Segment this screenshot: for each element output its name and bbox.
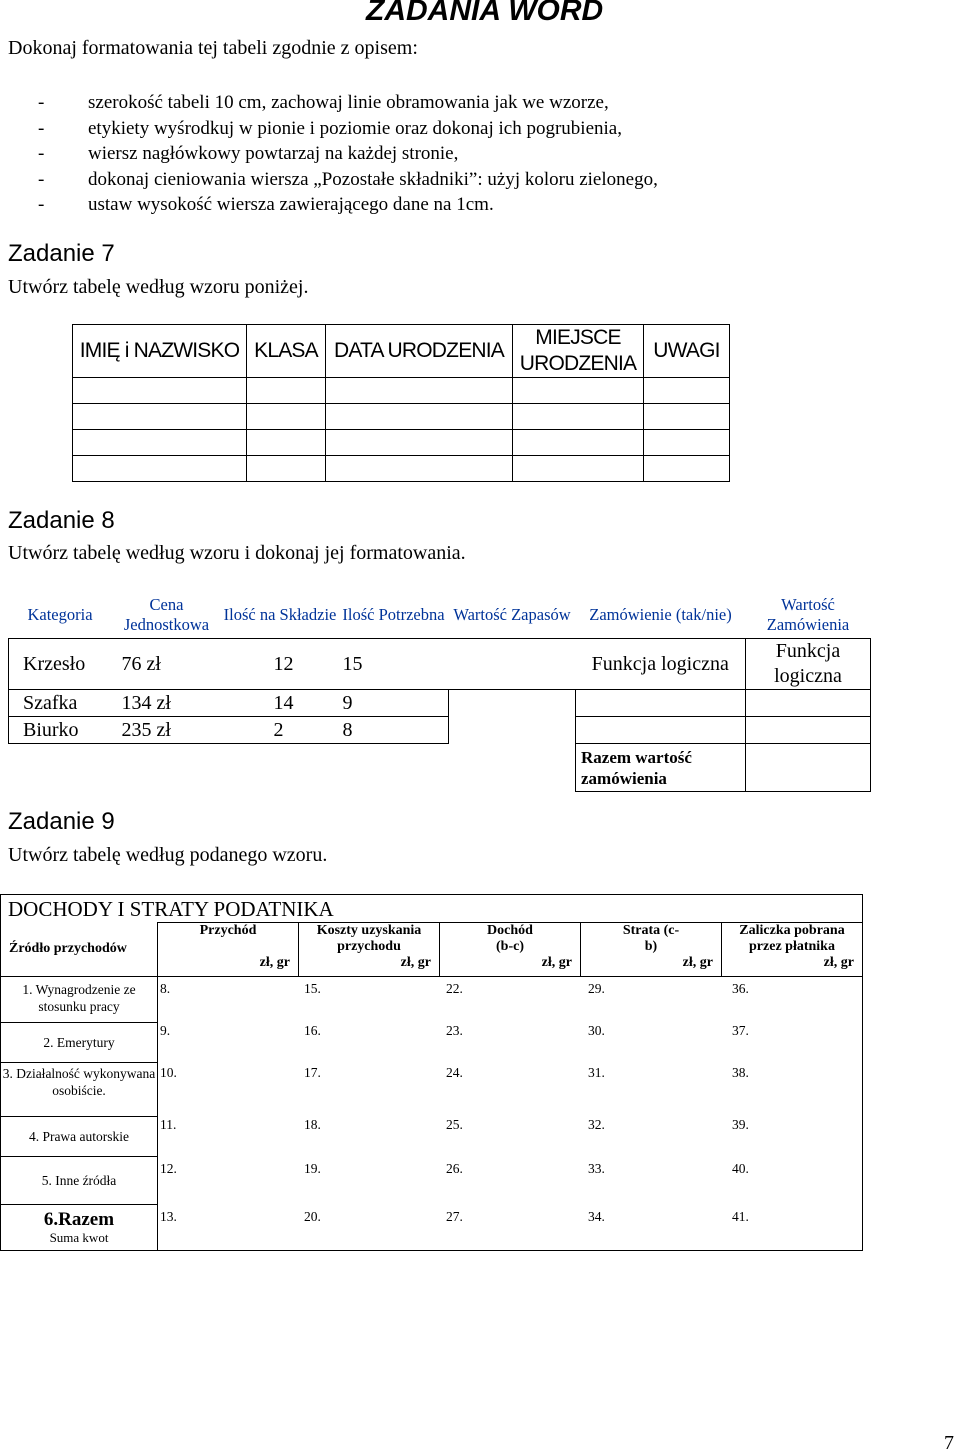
total-label: Razem wartość zamówienia: [576, 744, 746, 792]
field-number: 31.: [588, 1064, 605, 1080]
stock-cell: 2: [222, 717, 339, 744]
table-row: [9, 744, 871, 792]
requirements-list: [38, 90, 658, 218]
field-number: 27.: [446, 1208, 463, 1224]
table-row: [9, 639, 871, 690]
page-header-title: ZADANIA WORD: [366, 0, 604, 27]
field-number: 18.: [304, 1116, 321, 1132]
task8-heading: Zadanie 8: [8, 507, 115, 534]
table-total-row: [1, 1205, 863, 1251]
table-row: [1, 1023, 863, 1063]
field-number: 15.: [304, 981, 321, 996]
field-number: 24.: [446, 1064, 463, 1080]
field-number: 20.: [304, 1208, 321, 1224]
table-header-row: [1, 923, 863, 977]
field-number: 34.: [588, 1208, 605, 1224]
header-cell: IMIĘ i NAZWISKO: [73, 325, 247, 378]
header-cell: Strata (c-b) zł, gr: [581, 923, 722, 977]
field-number: 30.: [588, 1022, 605, 1038]
table-row: [1, 1117, 863, 1157]
source-cell: 1. Wynagrodzenie ze stosunku pracy: [1, 977, 158, 1023]
header-cell: Ilość Potrzebna: [342, 605, 445, 624]
header-cell: Wartość Zamówienia: [766, 595, 850, 634]
header-cell: Koszty uzyskania przychodu zł, gr: [299, 923, 440, 977]
requirement-item: - ustaw wysokość wiersza zawierającego dane na 1cm.: [38, 194, 494, 215]
field-number: 8.: [160, 981, 171, 996]
field-number: 9.: [160, 1022, 171, 1038]
category-cell: Szafka: [9, 690, 112, 717]
source-cell: 5. Inne źródła: [1, 1157, 158, 1205]
header-cell: Zaliczka pobrana przez płatnika zł, gr: [722, 923, 863, 977]
order-cell: Funkcja logiczna: [576, 639, 746, 690]
field-number: 38.: [732, 1064, 749, 1080]
category-cell: Krzesło: [9, 639, 112, 690]
field-number: 13.: [160, 1208, 177, 1224]
source-header: Źródło przychodów: [1, 923, 158, 977]
total-value-cell: [746, 744, 871, 792]
table-row: [1, 977, 863, 1023]
header-cell: DATA URODZENIA: [326, 325, 513, 378]
table-row: [73, 378, 730, 404]
header-cell: UWAGI: [644, 325, 730, 378]
source-cell: 3. Działalność wykonywana osobiście.: [1, 1063, 158, 1117]
need-cell: 8: [339, 717, 449, 744]
field-number: 40.: [732, 1160, 749, 1176]
intro-text: Dokonaj formatowania tej tabeli zgodnie z opisem:: [8, 37, 418, 59]
field-number: 36.: [732, 981, 749, 996]
category-cell: Biurko: [9, 717, 112, 744]
source-cell: 2. Emerytury: [1, 1023, 158, 1063]
table-row: [1, 1063, 863, 1117]
header-cell: Dochód (b-c) zł, gr: [440, 923, 581, 977]
table-row: [1, 1157, 863, 1205]
task9-text: Utwórz tabelę według podanego wzoru.: [8, 844, 328, 866]
field-number: 37.: [732, 1022, 749, 1038]
table-row: [73, 404, 730, 430]
total-source-cell: 6.Razem Suma kwot: [1, 1205, 158, 1251]
field-number: 41.: [732, 1208, 749, 1224]
header-cell: Cena Jednostkowa: [123, 595, 210, 634]
field-number: 10.: [160, 1064, 177, 1080]
header-cell: Wartość Zapasów: [453, 605, 571, 624]
table-header-row: [9, 592, 871, 639]
page-number: 7: [944, 1432, 954, 1454]
need-cell: 15: [339, 639, 449, 690]
table-row: [9, 690, 871, 717]
requirement-item: - szerokość tabeli 10 cm, zachowaj linie obramowania jak we wzorze,: [38, 92, 609, 113]
header-cell: Przychód zł, gr: [158, 923, 299, 977]
table-row: [73, 430, 730, 456]
header-cell: MIEJSCE URODZENIA: [513, 325, 644, 378]
task9-table: [0, 894, 863, 1251]
source-cell: 4. Prawa autorskie: [1, 1117, 158, 1157]
field-number: 33.: [588, 1160, 605, 1176]
order-value-cell: Funkcja logiczna: [746, 639, 871, 690]
table-title: DOCHODY I STRATY PODATNIKA: [1, 895, 863, 923]
task7-table: [72, 324, 730, 482]
requirement-item: - dokonaj cieniowania wiersza „Pozostałe składniki”: użyj koloru zielonego,: [38, 168, 658, 190]
field-number: 22.: [446, 981, 463, 996]
header-cell: KLASA: [247, 325, 326, 378]
field-number: 26.: [446, 1160, 463, 1176]
price-cell: 235 zł: [112, 717, 222, 744]
field-number: 12.: [160, 1160, 177, 1176]
field-number: 23.: [446, 1022, 463, 1038]
stock-cell: 14: [222, 690, 339, 717]
header-cell: Zamówienie (tak/nie): [589, 605, 732, 624]
need-cell: 9: [339, 690, 449, 717]
field-number: 32.: [588, 1116, 605, 1132]
field-number: 19.: [304, 1160, 321, 1176]
task8-table: [8, 592, 871, 792]
table-row: [73, 456, 730, 482]
field-number: 11.: [160, 1116, 177, 1132]
field-number: 39.: [732, 1116, 749, 1132]
price-cell: 76 zł: [112, 639, 222, 690]
field-number: 16.: [304, 1022, 321, 1038]
requirement-item: - etykiety wyśrodkuj w pionie i poziomie oraz dokonaj ich pogrubienia,: [38, 117, 622, 139]
task9-heading: Zadanie 9: [8, 808, 115, 835]
field-number: 17.: [304, 1064, 321, 1080]
field-number: 25.: [446, 1116, 463, 1132]
stock-cell: 12: [222, 639, 339, 690]
header-cell: Kategoria: [27, 605, 93, 624]
task7-text: Utwórz tabelę według wzoru poniżej.: [8, 276, 309, 298]
task8-text: Utwórz tabelę według wzoru i dokonaj jej formatowania.: [8, 542, 466, 564]
header-cell: Ilość na Składzie: [223, 605, 337, 624]
price-cell: 134 zł: [112, 690, 222, 717]
table-row: [9, 717, 871, 744]
requirement-item: - wiersz nagłówkowy powtarzaj na każdej stronie,: [38, 143, 459, 164]
task7-heading: Zadanie 7: [8, 240, 115, 267]
field-number: 29.: [588, 981, 605, 996]
